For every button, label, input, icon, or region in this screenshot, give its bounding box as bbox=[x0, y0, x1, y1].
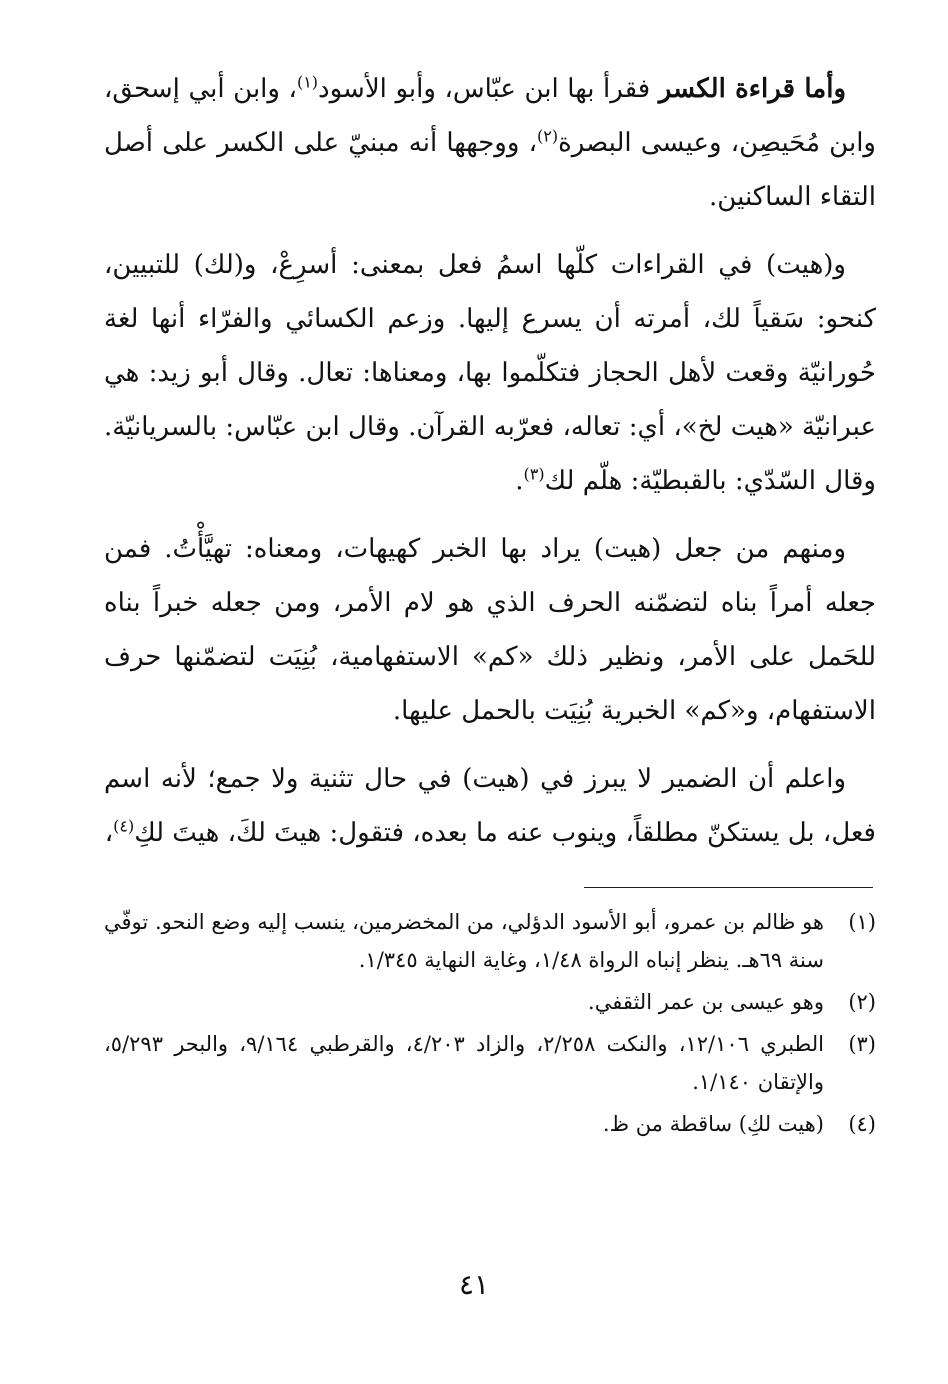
footnote-item bbox=[104, 1105, 876, 1143]
text-run: ومنهم من جعل (هيت) يراد بها الخبر كهيهات، ومعناه: تهيَّأْتُ. فمن جعله أمراً بناه لتضمّنه الحرف الذي هو لام الأمر، ومن جعله خبراً بناه للحَمل على الأمر، ونظير ذلك «كم» الاستفهامية، بُنِيَت لتضمّنها حرف الاستفهام، و«كم» الخبرية بُنِيَت بالحمل عليها. bbox=[104, 534, 876, 726]
footnote-number: (٢) bbox=[848, 990, 876, 1014]
footnote-item bbox=[104, 903, 876, 979]
footnote-ref-1[interactable]: (١) bbox=[296, 72, 319, 92]
footnote-number: (٣) bbox=[848, 1032, 876, 1056]
footnote-separator bbox=[584, 887, 873, 888]
paragraph-haita-meaning bbox=[104, 238, 876, 508]
text-run: . bbox=[515, 466, 524, 496]
bold-lead: وأما قراءة الكسر bbox=[658, 74, 846, 104]
text-run: ، ووجهها أنه مبنيّ على الكسر على أصل التقاء الساكنين. bbox=[104, 128, 876, 212]
text-run: واعلم أن الضمير لا يبرز في (هيت) في حال تثنية ولا جمع؛ لأنه اسم فعل، بل يستكنّ مطلقاً، وينوب عنه ما بعده، فتقول: هيتَ لكَ، هيتَ لكِ bbox=[104, 764, 876, 848]
footnote-number: (٤) bbox=[848, 1112, 876, 1136]
footnote-item bbox=[104, 983, 876, 1021]
text-run: ، bbox=[104, 818, 114, 848]
footnote-ref-4[interactable]: (٤) bbox=[113, 816, 135, 836]
page-number: ٤١ bbox=[458, 1268, 490, 1301]
footnote-ref-2[interactable]: (٢) bbox=[536, 126, 559, 146]
footnote-item bbox=[104, 1025, 876, 1101]
text-run: ، وابن أبي إسحق، وابن مُحَيصِن، وعيسى البصرة bbox=[104, 74, 876, 158]
footnote-text: هو ظالم بن عمرو، أبو الأسود الدؤلي، من المخضرمين، ينسب إليه وضع النحو. توفّي سنة ٦٩هـ. ينظر إنباه الرواة ١/٤٨، وغاية النهاية ١/٣٤٥. bbox=[104, 910, 824, 972]
main-text bbox=[104, 62, 876, 874]
footnote-text: الطبري ١٢/١٠٦، والنكت ٢/٢٥٨، والزاد ٤/٢٠٣، والقرطبي ٩/١٦٤، والبحر ٥/٢٩٣، والإتقان ١/١٤٠. bbox=[104, 1032, 825, 1094]
text-run: فقرأ بها ابن عبّاس، وأبو الأسود bbox=[318, 74, 659, 104]
paragraph-kasr-reading bbox=[104, 62, 876, 224]
footnote-ref-3[interactable]: (٣) bbox=[523, 464, 545, 484]
footnote-text: (هيت لكِ) ساقطة من ظ. bbox=[602, 1112, 824, 1136]
text-run: و(هيت) في القراءات كلّها اسمُ فعل بمعنى: أسرِعْ، و(لك) للتبيين، كنحو: سَقياً لك، أمرته أن يسرع إليها. وزعم الكسائي والفرّاء أنها لغة حُورانيّة وقعت لأهل الحجاز فتكلّموا بها، ومعناها: تعال. وقال أبو زيد: هي عبرانيّة «هيت لخ»، أي: تعاله، فعرّبه القرآن. وقال ابن عبّاس: بالسريانيّة. وقال السّدّي: بالقبطيّة: هلّم لك bbox=[104, 250, 876, 496]
footnotes bbox=[104, 903, 876, 1147]
paragraph-pronoun bbox=[104, 752, 876, 860]
paragraph-khabar bbox=[104, 522, 876, 738]
footnote-number: (١) bbox=[848, 910, 876, 934]
footnote-text: وهو عيسى بن عمر الثقفي. bbox=[588, 990, 824, 1014]
